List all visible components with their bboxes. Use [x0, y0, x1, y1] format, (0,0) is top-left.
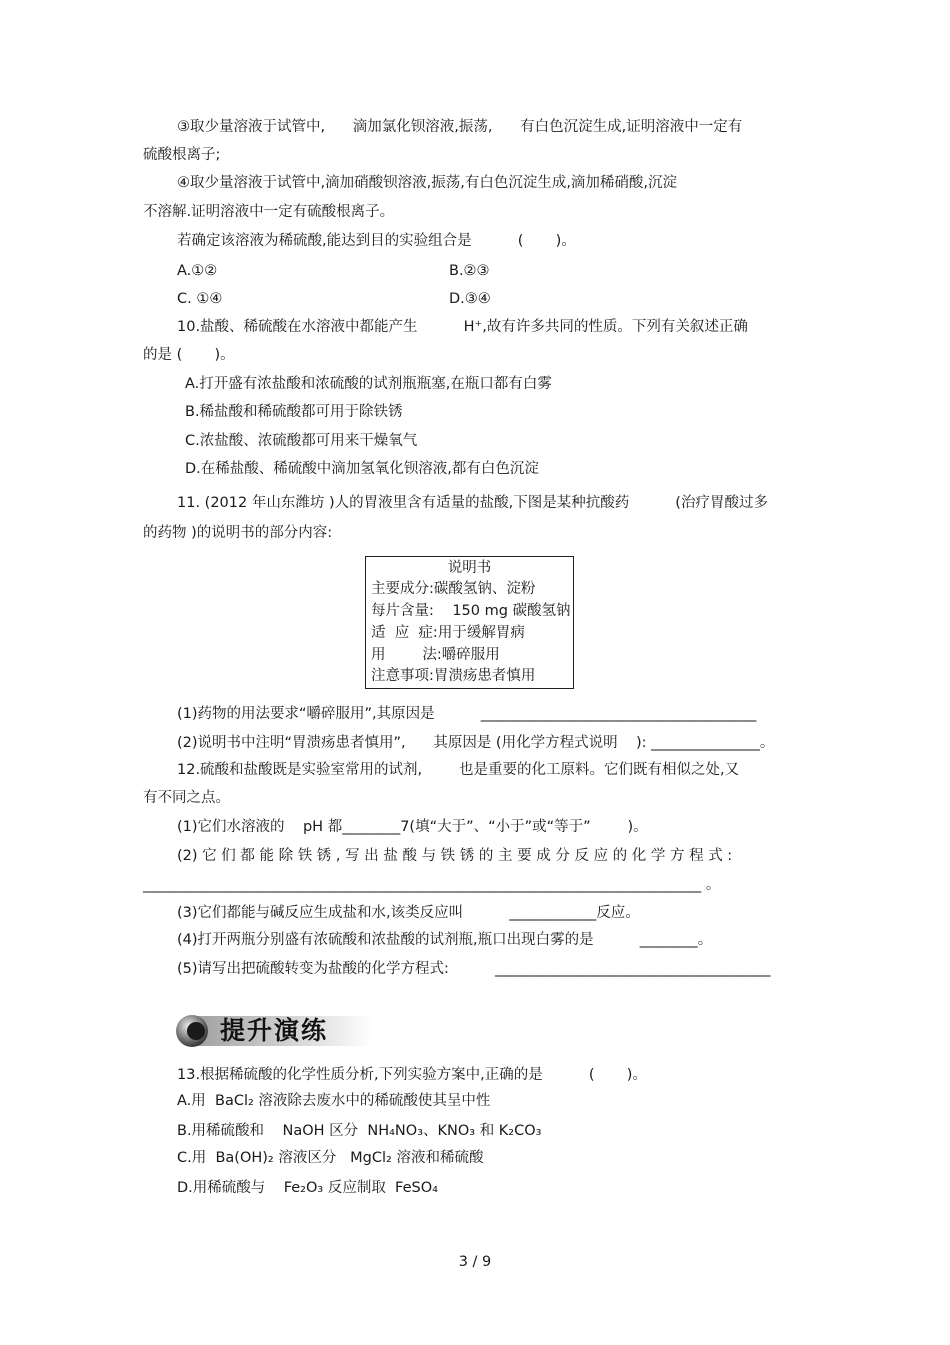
option-a: A.用 BaCl₂ 溶液除去废水中的稀硫酸使其呈中性: [177, 1093, 491, 1109]
option-a: A.①②: [177, 263, 218, 279]
line: ③取少量溶液于试管中, 滴加氯化钡溶液,振荡, 有白色沉淀生成,证明溶液中一定有: [177, 119, 743, 135]
line: (1)药物的用法要求“嚼碎服用”,其原因是 ______________________________________: [177, 706, 757, 722]
option-d: D.用稀硫酸与 Fe₂O₃ 反应制取 FeSO₄: [177, 1180, 438, 1196]
box-row: 每片含量: 150 mg 碳酸氢钠: [371, 603, 571, 619]
instruction-box: [365, 556, 574, 689]
line: 有不同之点。: [143, 790, 230, 806]
option-d: D.③④: [449, 291, 491, 307]
question-12: 12.硫酸和盐酸既是实验室常用的试剂, 也是重要的化工原料。它们既有相似之处,又: [177, 762, 740, 778]
question-10: 10.盐酸、稀硫酸在水溶液中都能产生 H⁺,故有许多共同的性质。下列有关叙述正确: [177, 319, 748, 335]
line: 不溶解.证明溶液中一定有硫酸根离子。: [143, 204, 395, 220]
option-c: C.浓盐酸、浓硫酸都可用来干燥氧气: [185, 433, 418, 449]
option-d: D.在稀盐酸、稀硫酸中滴加氢氧化钡溶液,都有白色沉淀: [185, 461, 539, 477]
section-banner: [172, 1010, 372, 1050]
line: (5)请写出把硫酸转变为盐酸的化学方程式: ______________________________________: [177, 961, 771, 977]
box-row: 注意事项:胃溃疡患者慎用: [371, 668, 536, 684]
section-title: 提升演练: [220, 1016, 329, 1045]
line: (2) 它 们 都 能 除 铁 锈 , 写 出 盐 酸 与 铁 锈 的 主 要 成 分 反 应 的 化 学 方 程 式 :: [177, 848, 733, 864]
line: (1)它们水溶液的 pH 都________7(填“大于”、“小于”或“等于” )。: [177, 819, 648, 835]
option-b: B.用稀硫酸和 NaOH 区分 NH₄NO₃、KNO₃ 和 K₂CO₃: [177, 1123, 542, 1139]
option-c: C.用 Ba(OH)₂ 溶液区分 MgCl₂ 溶液和稀硫酸: [177, 1150, 484, 1166]
line: 硫酸根离子;: [143, 147, 221, 163]
line: ④取少量溶液于试管中,滴加硝酸钡溶液,振荡,有白色沉淀生成,滴加稀硝酸,沉淀: [177, 175, 678, 191]
box-row: 主要成分:碳酸氢钠、淀粉: [371, 581, 536, 597]
line: 的药物 )的说明书的部分内容:: [143, 525, 333, 541]
box-row: 适 应 症:用于缓解胃病: [371, 625, 525, 641]
option-a: A.打开盛有浓盐酸和浓硫酸的试剂瓶瓶塞,在瓶口都有白雾: [185, 376, 552, 392]
option-c: C. ①④: [177, 291, 223, 307]
line: (2)说明书中注明“胃溃疡患者慎用”, 其原因是 (用化学方程式说明 ): _______________。: [177, 735, 775, 751]
line: 若确定该溶液为稀硫酸,能达到目的实验组合是 ( )。: [177, 233, 576, 249]
question-11: 11. (2012 年山东潍坊 )人的胃液里含有适量的盐酸,下图是某种抗酸药 (治疗胃酸过多: [177, 495, 768, 511]
option-b: B.②③: [449, 263, 490, 279]
line: (3)它们都能与碱反应生成盐和水,该类反应叫 ____________反应。: [177, 905, 640, 921]
box-row: 用 法:嚼碎服用: [371, 647, 500, 663]
option-b: B.稀盐酸和稀硫酸都可用于除铁锈: [185, 404, 403, 420]
question-13: 13.根据稀硫酸的化学性质分析,下列实验方案中,正确的是 ( )。: [177, 1067, 647, 1083]
line: 的是 ( )。: [143, 347, 235, 363]
page-number: 3 / 9: [458, 1254, 492, 1270]
line: (4)打开两瓶分别盛有浓硫酸和浓盐酸的试剂瓶,瓶口出现白雾的是 ________。: [177, 932, 713, 948]
box-title: 说明书: [447, 560, 492, 576]
line: _____________________________________________________________________________ 。: [143, 877, 721, 893]
